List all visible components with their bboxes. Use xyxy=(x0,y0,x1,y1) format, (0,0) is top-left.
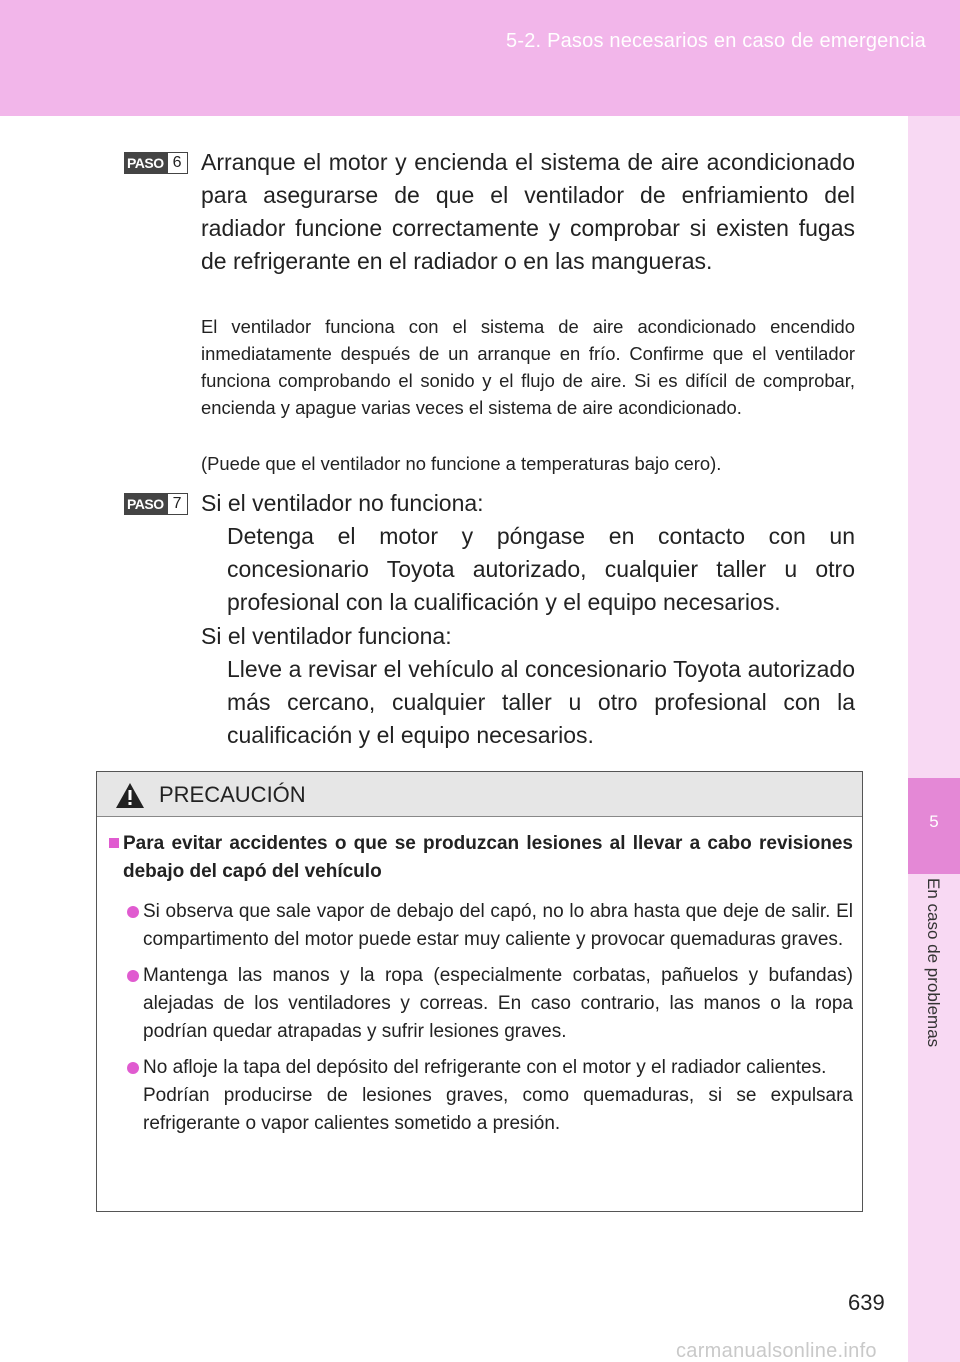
condition-not-working: Si el ventilador no funciona: xyxy=(201,490,484,516)
step-6-note-2: (Puede que el ventilador no funcione a temperaturas bajo cero). xyxy=(201,453,722,474)
watermark: carmanualsonline.info xyxy=(676,1340,877,1362)
caution-box xyxy=(96,771,863,1212)
badge-word: PASO xyxy=(124,152,167,174)
badge-word: PASO xyxy=(124,493,167,515)
badge-number: 6 xyxy=(167,152,188,174)
side-tab-upper xyxy=(908,116,960,778)
bullet-text: Si observa que sale vapor de debajo del capó, no lo abra hasta que deje de salir. El compartimento del motor puede estar muy caliente y provocar quemaduras graves. xyxy=(143,901,853,950)
chapter-label: En caso de problemas xyxy=(924,878,943,1048)
step-6-text: Arranque el motor y encienda el sistema de aire acondicionado para asegurarse de que el ventilador de enfriamiento del radiador funcione correctamente y comprobar si existen fugas de refrigerante en el radiador o en las mangueras. xyxy=(201,149,855,274)
header-band xyxy=(0,0,960,116)
caution-title: PRECAUCIÓN xyxy=(159,782,306,807)
caution-heading xyxy=(109,830,853,886)
chapter-tab[interactable] xyxy=(908,778,960,874)
step-badge xyxy=(124,152,188,174)
chapter-number: 5 xyxy=(929,812,939,831)
bullet-text-continued: Podrían producirse de lesiones graves, como quemaduras, si se expulsara refrigerante o vapor calientes sometido a presión. xyxy=(143,1085,853,1134)
action-not-working: Detenga el motor y póngase en contacto con un concesionario Toyota autorizado, cualquier taller u otro profesional con la cualificación y el equipo necesarios. xyxy=(227,523,855,615)
bullet-text: Mantenga las manos y la ropa (especialmente corbatas, pañuelos y bufandas) alejadas de los ventiladores y correas. En caso contrario, las manos o la ropa podrían quedar atrapadas y sufrir lesiones graves. xyxy=(143,965,853,1042)
warning-icon xyxy=(115,782,145,809)
caution-bullet xyxy=(109,962,853,1046)
caution-heading-text: Para evitar accidentes o que se produzcan lesiones al llevar a cabo revisiones debajo del capó del vehículo xyxy=(123,833,853,882)
action-working: Lleve a revisar el vehículo al concesionario Toyota autorizado más cercano, cualquier taller u otro profesional con la cualificación y el equipo necesarios. xyxy=(227,656,855,748)
page-number: 639 xyxy=(848,1290,885,1315)
square-bullet-icon xyxy=(109,838,119,848)
caution-body xyxy=(109,830,853,1138)
step-badge xyxy=(124,493,188,515)
caution-bullet xyxy=(109,898,853,954)
section-title: 5-2. Pasos necesarios en caso de emergencia xyxy=(506,30,926,52)
dot-bullet-icon xyxy=(127,906,139,918)
caution-bullet xyxy=(109,1054,853,1138)
caution-header xyxy=(97,772,862,817)
step-6-note: El ventilador funciona con el sistema de aire acondicionado encendido inmediatamente después de un arranque en frío. Confirme que el ventilador funciona comprobando el sonido y el flujo de aire. Si es difícil de comprobar, encienda y apague varias veces el sistema de aire acondicionado. xyxy=(201,316,855,418)
bullet-text: No afloje la tapa del depósito del refrigerante con el motor y el radiador calientes. xyxy=(143,1057,827,1078)
dot-bullet-icon xyxy=(127,1062,139,1074)
dot-bullet-icon xyxy=(127,970,139,982)
badge-number: 7 xyxy=(167,493,188,515)
condition-working: Si el ventilador funciona: xyxy=(201,623,452,649)
